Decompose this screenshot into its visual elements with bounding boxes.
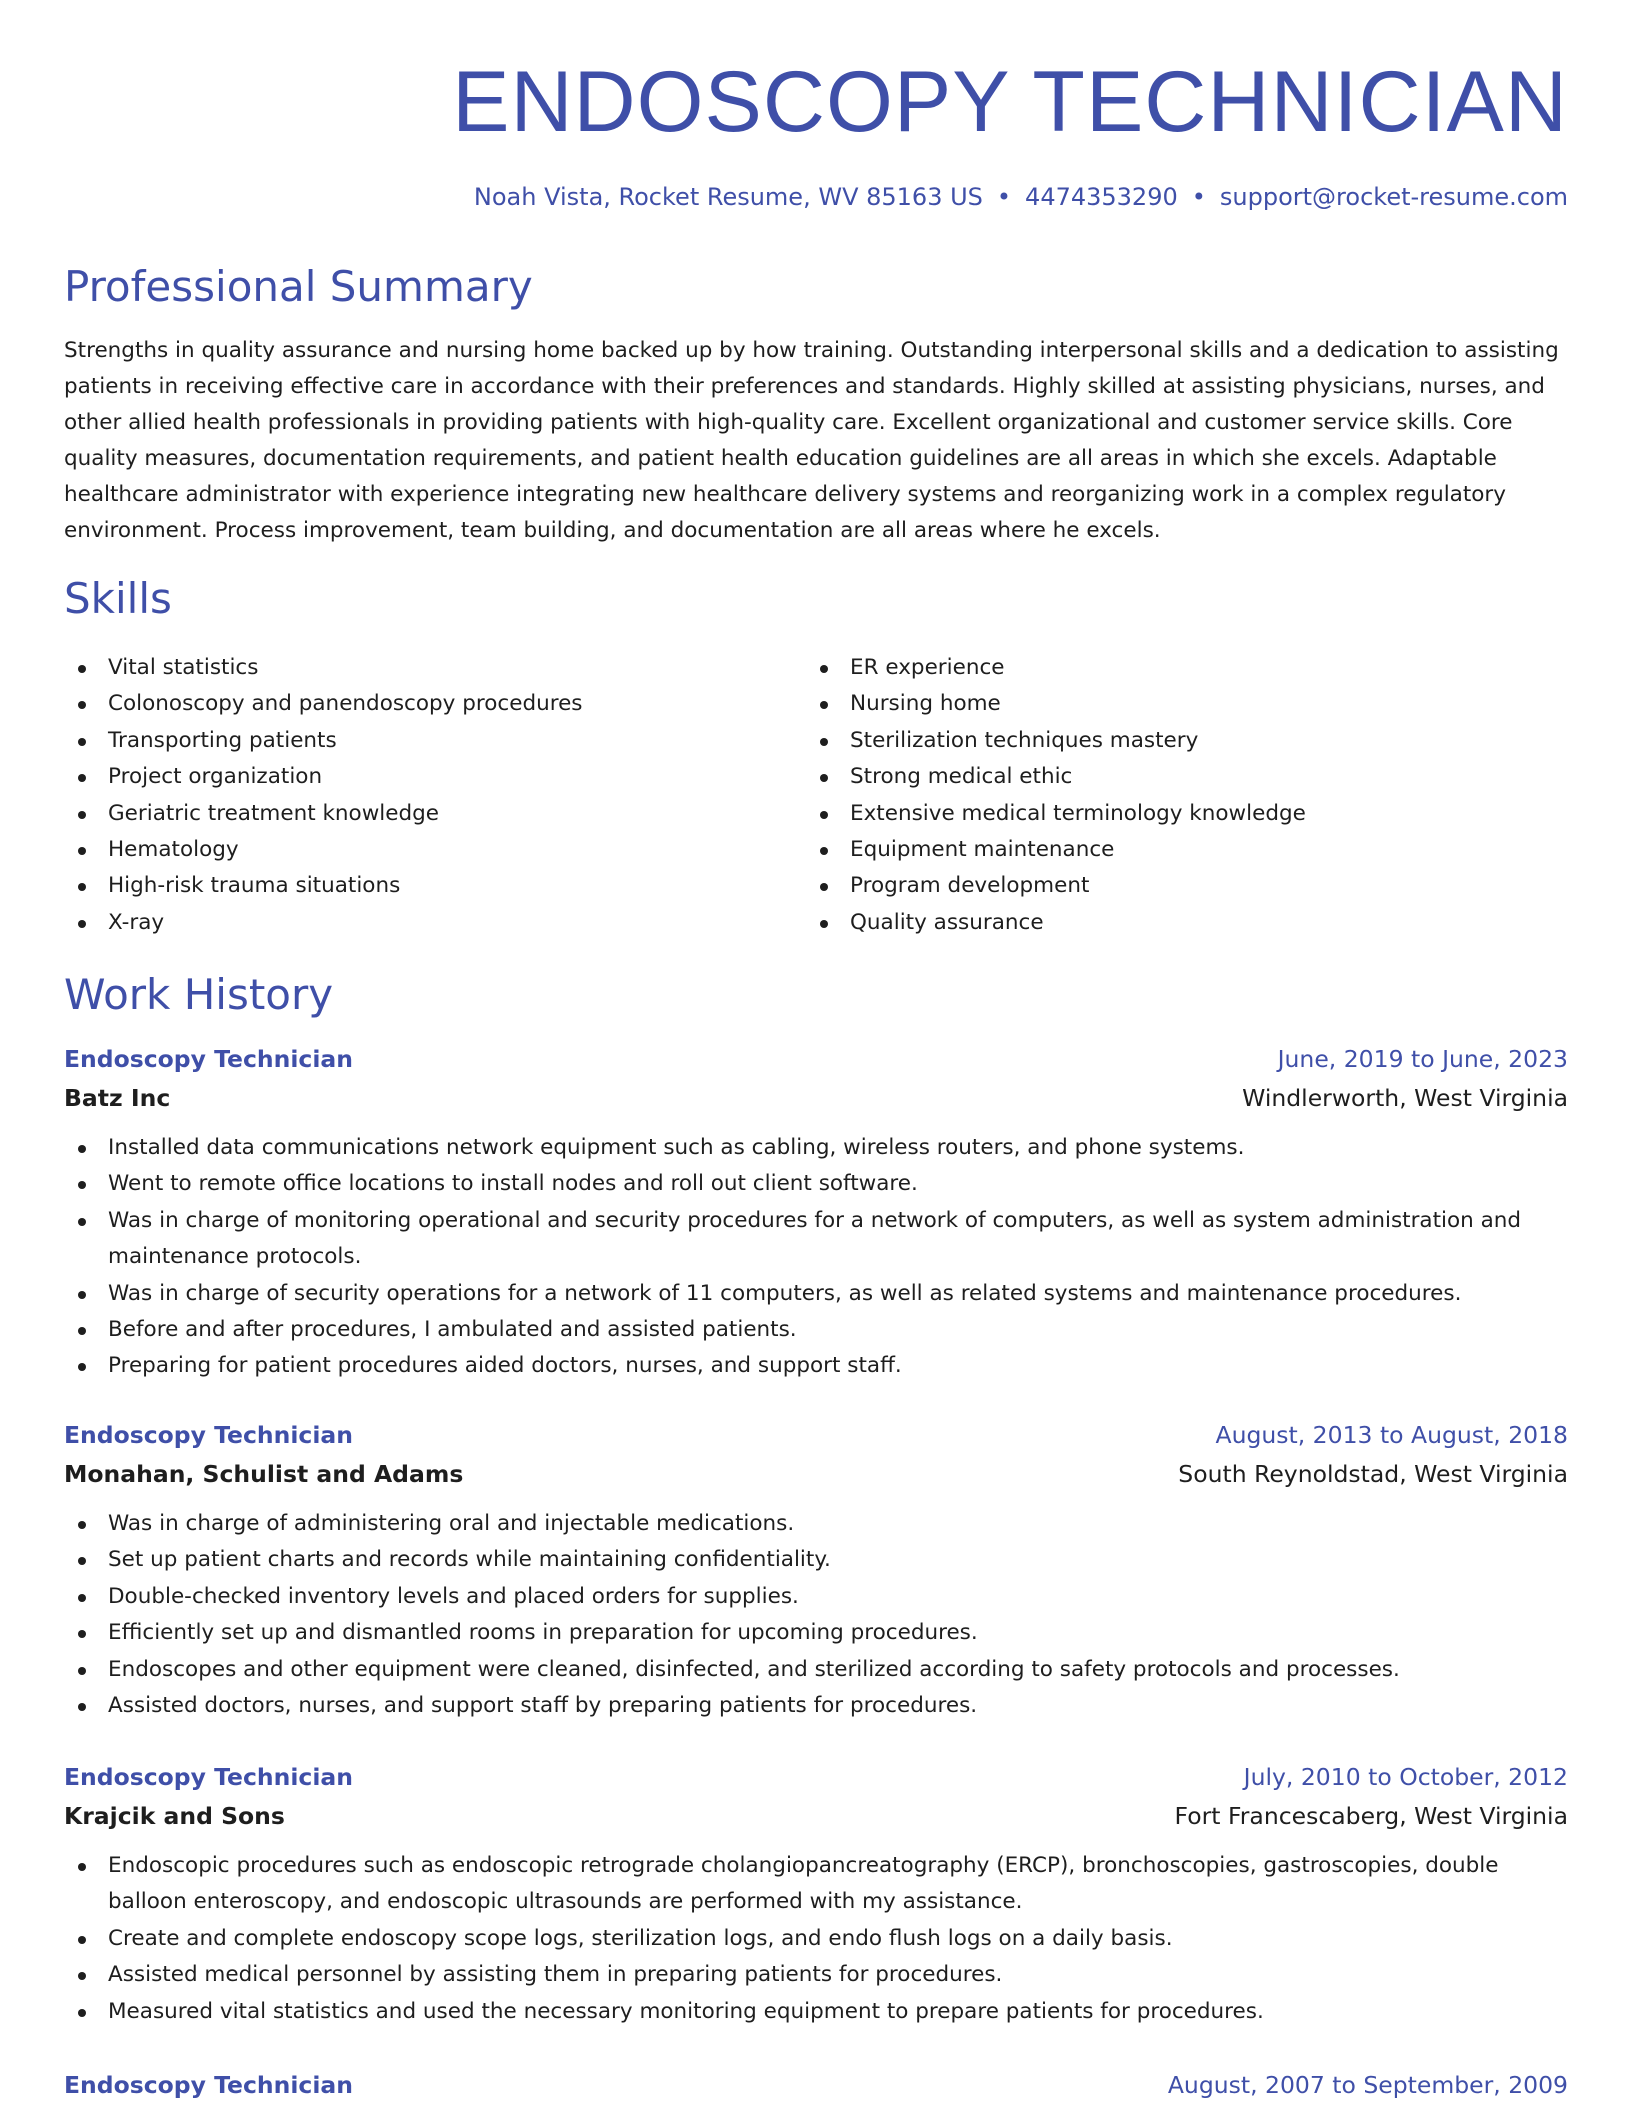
job-bullet: Was in charge of security operations for a network of 11 computers, as well as related systems and maintenance procedures. (64, 1276, 1568, 1312)
skill-item: Hematology (64, 832, 764, 868)
skill-item: Extensive medical terminology knowledge (806, 796, 1568, 832)
skill-item: Quality assurance (806, 905, 1568, 941)
job-bullet: Create and complete endoscopy scope logs, sterilization logs, and endo flush logs on a daily basis. (64, 1921, 1568, 1957)
job-dates: July, 2010 to October, 2012 (1243, 1763, 1568, 1791)
skill-item: Equipment maintenance (806, 832, 1568, 868)
skill-item: Sterilization techniques mastery (806, 723, 1568, 759)
job-title-row (64, 1760, 1568, 1799)
skill-item: Colonoscopy and panendoscopy procedures (64, 686, 764, 722)
skill-item: Program development (806, 868, 1568, 904)
job-entry (64, 1760, 1568, 2030)
contact-separator: • (1191, 183, 1206, 211)
contact-email[interactable]: support@rocket-resume.com (1219, 183, 1568, 211)
job-bullet: Was in charge of administering oral and injectable medications. (64, 1506, 1568, 1542)
resume-title: ENDOSCOPY TECHNICIAN (452, 54, 1568, 150)
job-bullet: Preparing for patient procedures aided doctors, nurses, and support staff. (64, 1348, 1568, 1384)
skill-item: Project organization (64, 759, 764, 795)
skills-heading: Skills (64, 574, 172, 623)
job-bullet: Installed data communications network equipment such as cabling, wireless routers, and phone systems. (64, 1130, 1568, 1166)
job-dates: August, 2013 to August, 2018 (1215, 1421, 1568, 1449)
job-company: Krajcik and Sons (64, 1802, 285, 1830)
skill-item: X-ray (64, 905, 764, 941)
job-bullet: Double-checked inventory levels and placed orders for supplies. (64, 1579, 1568, 1615)
job-entry (64, 1042, 1568, 1385)
skill-item: Transporting patients (64, 723, 764, 759)
job-title: Endoscopy Technician (64, 1045, 353, 1073)
skill-item: Nursing home (806, 686, 1568, 722)
job-company-row (64, 1799, 1568, 1838)
job-title: Endoscopy Technician (64, 1763, 353, 1791)
job-dates: August, 2007 to September, 2009 (1167, 2071, 1568, 2099)
job-company: Monahan, Schulist and Adams (64, 1460, 464, 1488)
summary-text: Strengths in quality assurance and nursing home backed up by how training. Outstanding interpersonal skills and a dedication to assisting patients in receiving effective care in accordance with their preferences and standards. Highly skilled at assisting physicians, nurses, and other allied health professionals in providing patients with high-quality care. Excellent organizational and customer service skills. Core quality measures, documentation requirements, and patient health education guidelines are all areas in which she excels. Adaptable healthcare administrator with experience integrating new healthcare delivery systems and reorganizing work in a complex regulatory environment. Process improvement, team building, and documentation are all areas where he excels. (64, 338, 1559, 543)
contact-phone[interactable]: 4474353290 (1025, 183, 1178, 211)
skill-item: Geriatric treatment knowledge (64, 796, 764, 832)
job-bullet: Efficiently set up and dismantled rooms in preparation for upcoming procedures. (64, 1615, 1568, 1651)
job-bullet: Went to remote office locations to install nodes and roll out client software. (64, 1166, 1568, 1202)
work-history-heading: Work History (64, 970, 334, 1019)
skills-list-left (64, 650, 764, 941)
job-bullet: Assisted medical personnel by assisting them in preparing patients for procedures. (64, 1957, 1568, 1993)
skill-item: ER experience (806, 650, 1568, 686)
job-title: Endoscopy Technician (64, 1421, 353, 1449)
job-bullet: Endoscopic procedures such as endoscopic retrograde cholangiopancreatography (ERCP), bronchoscopies, gastroscopies, double balloon enteroscopy, and endoscopic ultrasounds are performed with my assistance. (64, 1848, 1568, 1921)
job-company: Batz Inc (64, 1084, 171, 1112)
job-location: Windlerworth, West Virginia (1242, 1084, 1568, 1112)
summary-heading: Professional Summary (64, 262, 533, 311)
job-bullets (64, 1130, 1568, 1385)
job-bullet: Measured vital statistics and used the necessary monitoring equipment to prepare patients for procedures. (64, 1994, 1568, 2030)
job-company-row (64, 1457, 1568, 1496)
skill-item: Strong medical ethic (806, 759, 1568, 795)
job-bullet: Set up patient charts and records while maintaining confidentiality. (64, 1542, 1568, 1578)
job-company-row (64, 1081, 1568, 1120)
job-bullets (64, 1848, 1568, 2030)
resume-page (64, 0, 1568, 2112)
job-location: South Reynoldstad, West Virginia (1178, 1460, 1568, 1488)
job-dates: June, 2019 to June, 2023 (1277, 1045, 1568, 1073)
job-entry (64, 1418, 1568, 1724)
job-bullet: Was in charge of monitoring operational and security procedures for a network of computers, as well as system administration and maintenance protocols. (64, 1203, 1568, 1276)
contact-separator: • (996, 183, 1012, 211)
job-bullet: Endoscopes and other equipment were cleaned, disinfected, and sterilized according to safety protocols and processes. (64, 1652, 1568, 1688)
contact-line (64, 180, 1568, 214)
skills-list-right (806, 650, 1568, 941)
job-title-row (64, 1418, 1568, 1457)
skill-item: Vital statistics (64, 650, 764, 686)
job-entry (64, 2068, 1568, 2107)
job-bullet: Assisted doctors, nurses, and support staff by preparing patients for procedures. (64, 1688, 1568, 1724)
job-location: Fort Francescaberg, West Virginia (1174, 1802, 1568, 1830)
job-bullets (64, 1506, 1568, 1724)
job-bullet: Before and after procedures, I ambulated and assisted patients. (64, 1312, 1568, 1348)
job-title-row (64, 1042, 1568, 1081)
job-title: Endoscopy Technician (64, 2071, 353, 2099)
skill-item: High-risk trauma situations (64, 868, 764, 904)
contact-address: Noah Vista, Rocket Resume, WV 85163 US (473, 183, 983, 211)
job-title-row (64, 2068, 1568, 2107)
